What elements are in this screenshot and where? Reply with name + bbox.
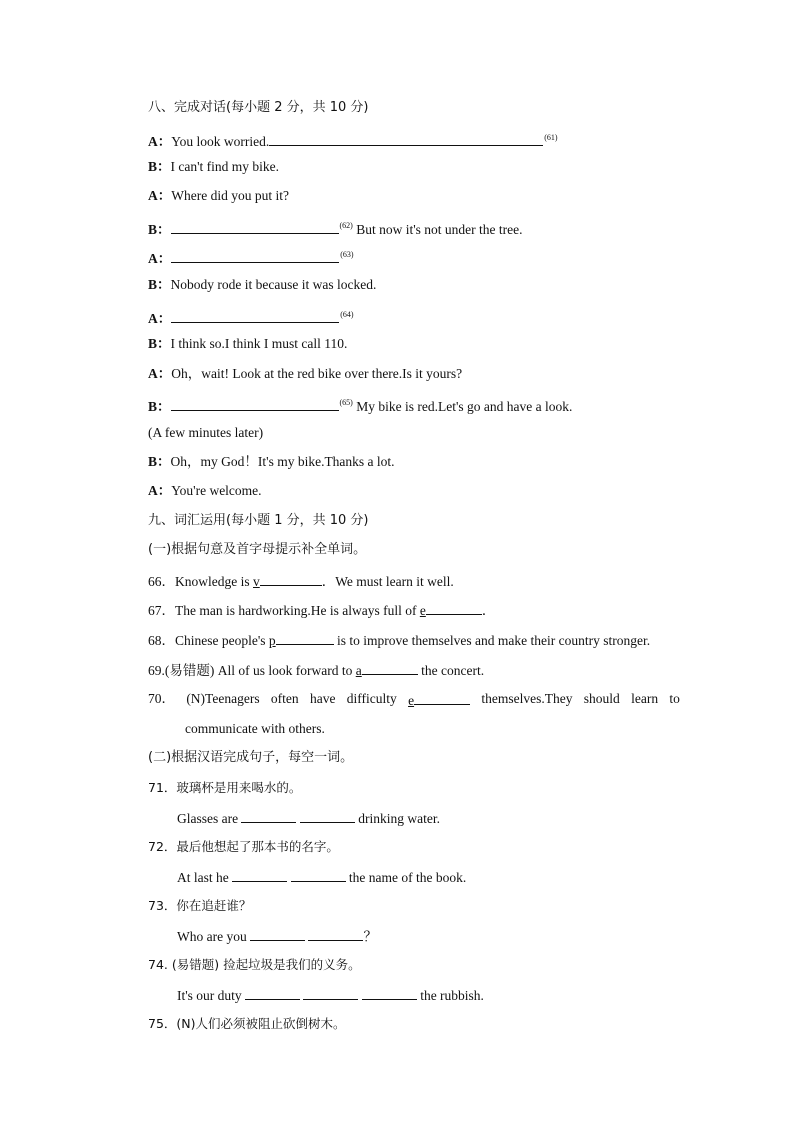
answer-blank[interactable] [362, 660, 418, 675]
line-text: Oh，my God！It's my bike.Thanks a lot. [170, 454, 395, 469]
question-68 [148, 630, 650, 650]
speaker: B： [148, 336, 171, 351]
hint-letter: a [355, 663, 362, 678]
line-text: I can't find my bike. [170, 159, 280, 174]
question-text: is to improve themselves and make their country stronger. [333, 633, 651, 648]
dialogue-line-63 [148, 246, 354, 268]
line-text: I think so.I think I must call 110. [170, 336, 348, 351]
question-74-english [177, 985, 484, 1005]
answer-blank[interactable] [245, 985, 300, 1000]
speaker: A： [148, 483, 172, 498]
question-word: should [583, 691, 620, 706]
hint-letter: e [408, 693, 415, 708]
answer-blank[interactable] [250, 926, 305, 941]
answer-blank[interactable] [260, 571, 322, 586]
sentence-text: At last he [177, 870, 233, 885]
sentence-text: ？ [363, 929, 377, 944]
dialogue-line [148, 158, 279, 176]
answer-blank[interactable] [426, 600, 482, 615]
question-text: 67．The man is hardworking.He is always full of [148, 603, 420, 618]
speaker: A： [148, 311, 172, 326]
answer-blank[interactable] [362, 985, 417, 1000]
question-word: themselves.They [481, 691, 573, 706]
question-67 [148, 600, 495, 620]
question-text: the concert. [417, 663, 485, 678]
hint-letter: e [419, 603, 426, 618]
answer-blank[interactable] [171, 219, 339, 234]
question-74-chinese: 74. (易错题) 捡起垃圾是我们的义务。 [148, 957, 361, 972]
stage-direction: (A few minutes later) [148, 425, 264, 440]
dialogue-line [148, 276, 376, 294]
answer-blank[interactable] [269, 131, 543, 146]
question-72-chinese: 72．最后他想起了那本书的名字。 [148, 839, 339, 854]
dialogue-line [148, 365, 462, 383]
question-word: (N)Teenagers [186, 691, 260, 706]
section-9-heading: 九、词汇运用(每小题 1 分，共 10 分) [148, 513, 369, 528]
sentence-text: Who are you [177, 929, 251, 944]
sentence-text: Glasses are [177, 811, 242, 826]
question-word: learn [631, 691, 659, 706]
answer-blank[interactable] [171, 396, 339, 411]
question-72-english [177, 867, 466, 887]
answer-blank[interactable] [414, 690, 470, 705]
answer-blank[interactable] [232, 867, 287, 882]
line-text: My bike is red.Let's go and have a look. [352, 399, 573, 414]
sentence-text: drinking water. [354, 811, 440, 826]
blank-group [408, 690, 470, 710]
answer-blank[interactable] [308, 926, 363, 941]
line-text: But now it's not under the tree. [352, 222, 523, 237]
line-text: Where did you put it? [171, 188, 289, 203]
sentence-text: the rubbish. [416, 988, 484, 1003]
answer-blank[interactable] [276, 630, 334, 645]
hint-letter: v [253, 574, 260, 589]
question-73-chinese: 73．你在追赶谁？ [148, 898, 252, 913]
speaker: A： [148, 366, 172, 381]
question-number: (63) [340, 250, 354, 259]
speaker: A： [148, 134, 172, 149]
question-word: to [669, 691, 680, 706]
question-text: 68．Chinese people's [148, 633, 269, 648]
part-1-heading: (一)根据句意及首字母提示补全单词。 [148, 542, 367, 557]
answer-blank[interactable] [303, 985, 358, 1000]
question-75-chinese: 75．(N)人们必须被阻止砍倒树木。 [148, 1016, 346, 1031]
dialogue-line-61 [148, 129, 558, 151]
speaker: B： [148, 277, 171, 292]
line-text: You look worried. [171, 134, 270, 149]
dialogue-line-64 [148, 306, 354, 328]
dialogue-line [148, 453, 395, 471]
question-number: (65) [339, 398, 353, 407]
question-number: 70． [148, 691, 175, 706]
line-text: Oh，wait! Look at the red bike over there.Is it yours? [171, 366, 463, 381]
question-word: have [309, 691, 336, 706]
dialogue-line-65 [148, 394, 572, 416]
answer-blank[interactable] [171, 308, 339, 323]
dialogue-line [148, 335, 347, 353]
speaker: A： [148, 251, 172, 266]
sentence-text: It's our duty [177, 988, 246, 1003]
dialogue-line [148, 187, 289, 205]
line-text: You're welcome. [171, 483, 262, 498]
answer-blank[interactable] [291, 867, 346, 882]
question-word: often [270, 691, 299, 706]
line-text: Nobody rode it because it was locked. [170, 277, 377, 292]
question-number: (64) [340, 310, 354, 319]
question-66 [148, 571, 454, 591]
dialogue-line [148, 482, 262, 500]
question-70-continued: communicate with others. [185, 721, 325, 736]
question-number: (62) [339, 221, 353, 230]
question-number: (61) [544, 133, 558, 142]
question-69 [148, 660, 484, 680]
hint-letter: p [268, 633, 276, 648]
question-71-chinese: 71．玻璃杯是用来喝水的。 [148, 780, 302, 795]
speaker: B： [148, 222, 171, 237]
question-text: ． [481, 603, 496, 618]
speaker: B： [148, 454, 171, 469]
answer-blank[interactable] [241, 808, 296, 823]
answer-blank[interactable] [171, 248, 339, 263]
answer-blank[interactable] [300, 808, 355, 823]
question-word: difficulty [346, 691, 397, 706]
speaker: B： [148, 159, 171, 174]
question-71-english [177, 808, 440, 828]
sentence-text: the name of the book. [345, 870, 467, 885]
speaker: A： [148, 188, 172, 203]
speaker: B： [148, 399, 171, 414]
question-73-english [177, 926, 377, 946]
dialogue-line-62 [148, 217, 523, 239]
question-text: ．We must learn it well. [321, 574, 454, 589]
question-text: 66．Knowledge is [148, 574, 253, 589]
part-2-heading: (二)根据汉语完成句子，每空一词。 [148, 750, 354, 765]
question-70 [148, 690, 680, 710]
question-text: 69.(易错题) All of us look forward to [148, 663, 356, 678]
section-8-heading: 八、完成对话(每小题 2 分，共 10 分) [148, 100, 369, 115]
